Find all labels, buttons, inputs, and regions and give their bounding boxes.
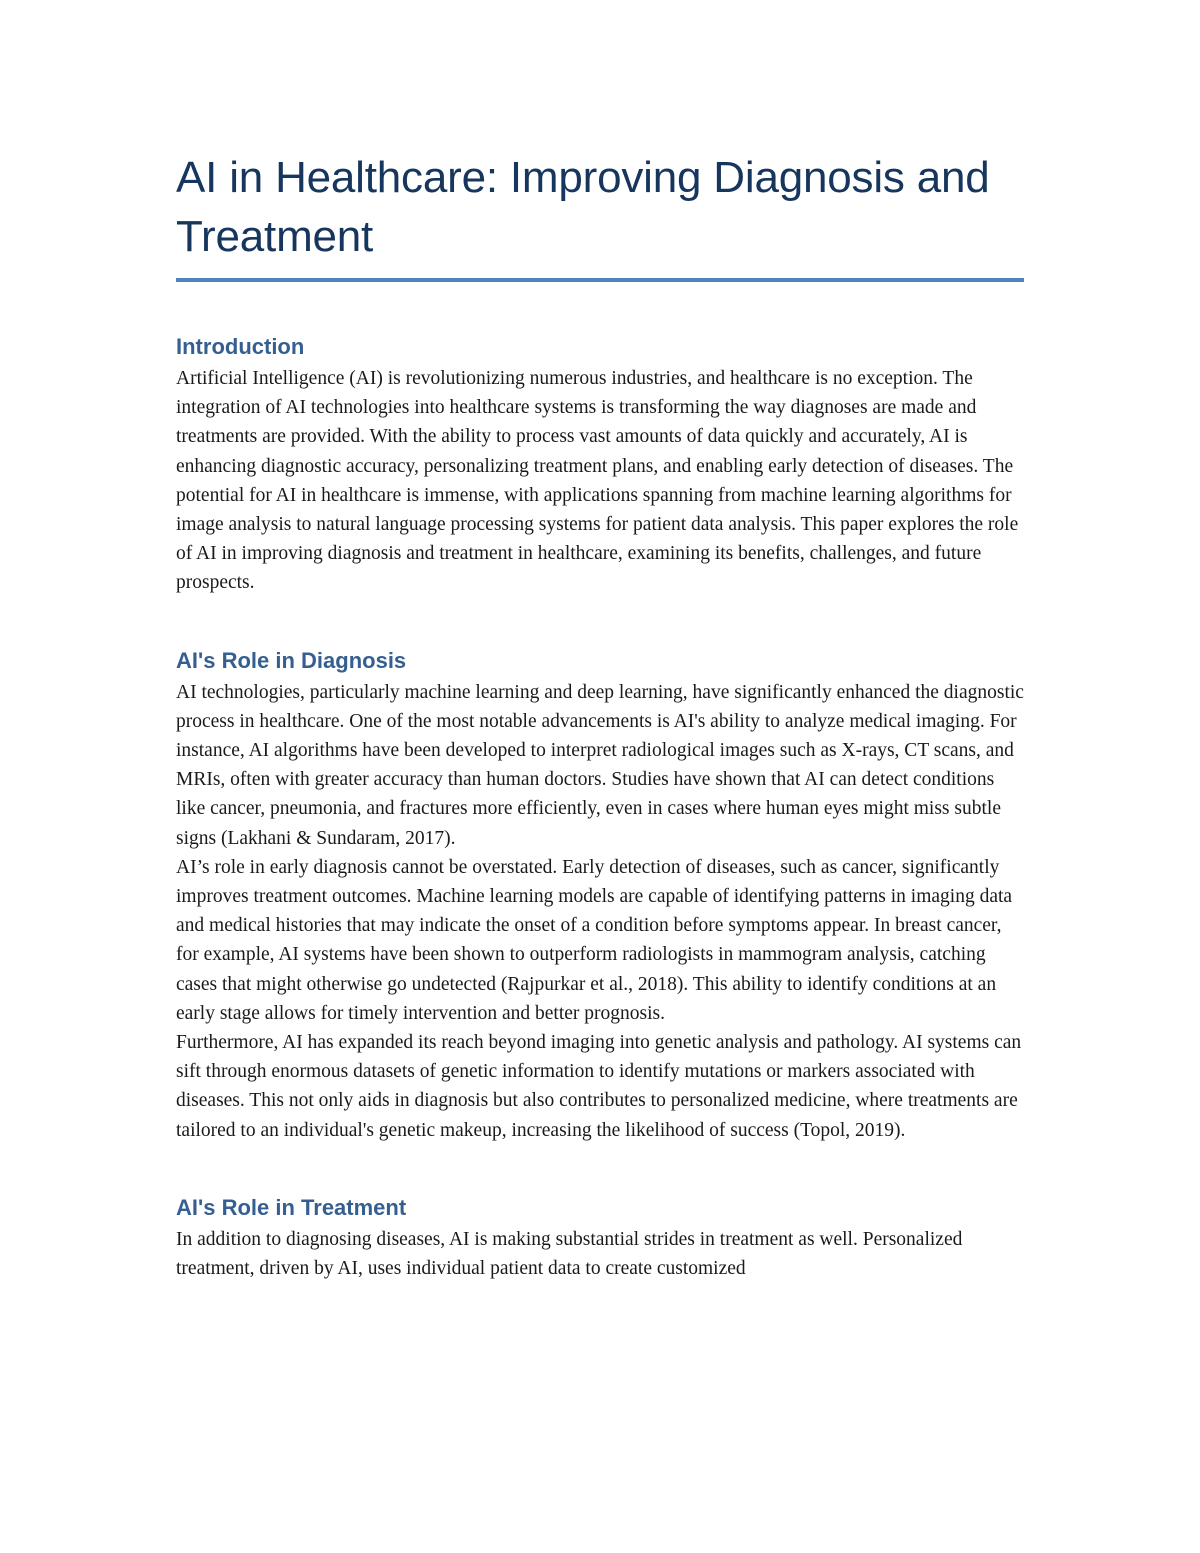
title-underline-rule [176,278,1024,282]
section-heading-diagnosis: AI's Role in Diagnosis [176,647,407,673]
treatment-paragraph-1: In addition to diagnosing diseases, AI is making substantial strides in treatment as well. Personalized treatment, driven by AI, uses individual patient data to create customized [176,1228,963,1280]
diagnosis-paragraph-3: Furthermore, AI has expanded its reach beyond imaging into genetic analysis and pathology. AI systems can sift through enormous datasets of genetic information to identify mutations or markers associated with diseases. This not only aids in diagnosis but also contributes to personalized medicine, where treatments are tailored to an individual's genetic makeup, increasing the likelihood of success (Topol, 2019). [176,1032,1022,1141]
diagnosis-paragraph-1: AI technologies, particularly machine learning and deep learning, have significantly enhanced the diagnostic process in healthcare. One of the most notable advancements is AI's ability to analyze medical imaging. For instance, AI algorithms have been developed to interpret radiological images such as X-rays, CT scans, and MRIs, often with greater accuracy than human doctors. Studies have shown that AI can detect conditions like cancer, pneumonia, and fractures more efficiently, even in cases where human eyes might miss subtle signs (Lakhani & Sundaram, 2017). [176,681,1024,849]
document-title: AI in Healthcare: Improving Diagnosis and Treatment [176,153,990,261]
introduction-paragraph: Artificial Intelligence (AI) is revolutionizing numerous industries, and healthcare is no exception. The integration of AI technologies into healthcare systems is transforming the way diagnoses are made and treatments are provided. With the ability to process vast amounts of data quickly and accurately, AI is enhancing diagnostic accuracy, personalizing treatment plans, and enabling early detection of diseases. The potential for AI in healthcare is immense, with applications spanning from machine learning algorithms for image analysis to natural language processing systems for patient data analysis. This paper explores the role of AI in improving diagnosis and treatment in healthcare, examining its benefits, challenges, and future prospects. [176,368,1019,594]
document-page [176,148,1026,1283]
section-heading-introduction: Introduction [176,334,305,359]
section-heading-treatment: AI's Role in Treatment [176,1194,407,1220]
diagnosis-paragraph-2: AI’s role in early diagnosis cannot be overstated. Early detection of diseases, such as cancer, significantly improves treatment outcomes. Machine learning models are capable of identifying patterns in imaging data and medical histories that may indicate the onset of a condition before symptoms appear. In breast cancer, for example, AI systems have been shown to outperform radiologists in mammogram analysis, catching cases that might otherwise go undetected (Rajpurkar et al., 2018). This ability to identify conditions at an early stage allows for timely intervention and better prognosis. [176,856,1013,1024]
